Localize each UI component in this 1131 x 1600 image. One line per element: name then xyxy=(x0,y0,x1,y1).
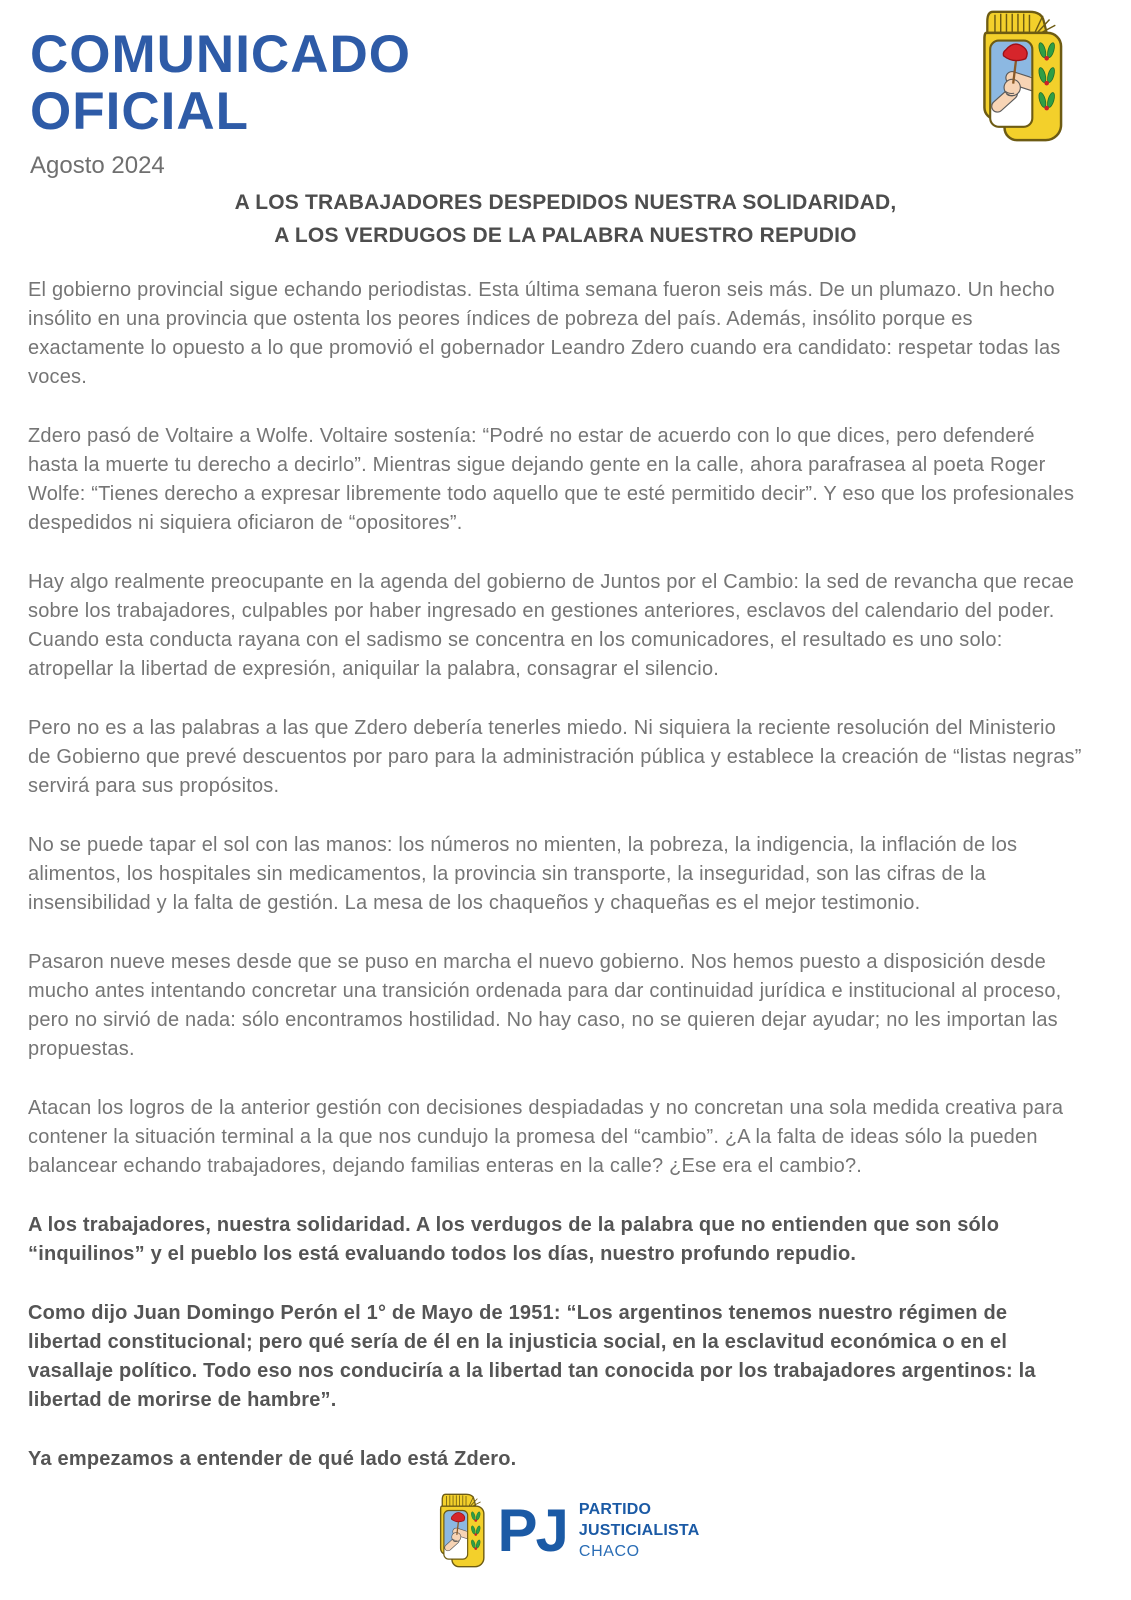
paragraph: Pero no es a las palabras a las que Zdero debería tenerles miedo. Ni siquiera la reciente resolución del Ministerio de Gobierno que prevé descuentos por paro para la administración pública y establece la creación de “listas negras” servirá para sus propósitos. xyxy=(28,717,1082,797)
party-name-line-3: CHACO xyxy=(578,1543,640,1560)
party-name-block xyxy=(579,1499,700,1562)
party-logo-footer xyxy=(0,1492,1131,1569)
document-headline xyxy=(0,186,1131,252)
paragraph: Atacan los logros de la anterior gestión con decisiones despiadadas y no concretan una sola medida creativa para contener la situación terminal a la que nos cundujo la promesa del “cambio”. ¿A la falta de ideas sólo la pueden balancear echando trabajadores, dejando familias enteras en la calle? ¿Ese era el cambio?. xyxy=(28,1097,1064,1177)
paragraph: El gobierno provincial sigue echando periodistas. Esta última semana fueron seis más. De un plumazo. Un hecho insólito en una provincia que ostenta los peores índices de pobreza del país. Además, insólito porque es exactamente lo opuesto a lo que promovió el gobernador Leandro Zdero cuando era candidato: respetar todas las voces. xyxy=(28,279,1061,388)
party-name-line-1: PARTIDO xyxy=(578,1501,652,1518)
document-date: Agosto 2024 xyxy=(30,152,165,179)
document-body xyxy=(28,276,1084,1504)
paragraph-emphasis: A los trabajadores, nuestra solidaridad. A los verdugos de la palabra que no entienden que son sólo “inquilinos” y el pueblo los está evaluando todos los días, nuestro profundo repudio. xyxy=(28,1214,1000,1265)
pj-shield-logo-small-icon xyxy=(432,1492,486,1569)
paragraph: Hay algo realmente preocupante en la agenda del gobierno de Juntos por el Cambio: la sed de revancha que recae sobre los trabajadores, culpables por haber ingresado en gestiones anteriores, esclavos del calendario del poder. Cuando esta conducta rayana con el sadismo se concentra en los comunicadores, el resultado es uno solo: atropellar la libertad de expresión, aniquilar la palabra, consagrar el silencio. xyxy=(28,571,1075,680)
paragraph-closing: Ya empezamos a entender de qué lado está Zdero. xyxy=(28,1448,517,1470)
party-name-line-2: JUSTICIALISTA xyxy=(578,1522,700,1539)
pj-shield-logo-icon xyxy=(969,8,1065,144)
page-title-line-2: OFICIAL xyxy=(30,82,249,141)
paragraph: Zdero pasó de Voltaire a Wolfe. Voltaire sostenía: “Podré no estar de acuerdo con lo que dices, pero defenderé hasta la muerte tu derecho a decirlo”. Mientras sigue dejando gente en la calle, ahora parafrasea al poeta Roger Wolfe: “Tienes derecho a expresar libremente todo aquello que te esté permitido decir”. Y eso que los profesionales despedidos ni siquiera oficiaron de “opositores”. xyxy=(28,425,1075,534)
document-header xyxy=(30,26,411,180)
page-title-line-1: COMUNICADO xyxy=(30,25,411,84)
headline-line-1: A LOS TRABAJADORES DESPEDIDOS NUESTRA SOLIDARIDAD, xyxy=(234,191,897,214)
paragraph: Pasaron nueve meses desde que se puso en marcha el nuevo gobierno. Nos hemos puesto a disposición desde mucho antes intentando concretar una transición ordenada para dar continuidad jurídica e institucional al proceso, pero no sirvió de nada: sólo encontramos hostilidad. No hay caso, no se quieren dejar ayudar; no les importan las propuestas. xyxy=(28,951,1062,1060)
pj-monogram: PJ xyxy=(497,1496,567,1564)
paragraph: No se puede tapar el sol con las manos: los números no mienten, la pobreza, la indigencia, la inflación de los alimentos, los hospitales sin medicamentos, la provincia sin transporte, la inseguridad, son las cifras de la insensibilidad y la falta de gestión. La mesa de los chaqueños y chaqueñas es el mejor testimonio. xyxy=(28,834,1018,914)
headline-line-2: A LOS VERDUGOS DE LA PALABRA NUESTRO REPUDIO xyxy=(274,224,857,247)
paragraph-emphasis: Como dijo Juan Domingo Perón el 1° de Mayo de 1951: “Los argentinos tenemos nuestro régimen de libertad constitucional; pero qué sería de él en la injusticia social, en la esclavitud económica o en el vasallaje político. Todo eso nos conduciría a la libertad tan conocida por los trabajadores argentinos: la libertad de morirse de hambre”. xyxy=(28,1302,1036,1411)
